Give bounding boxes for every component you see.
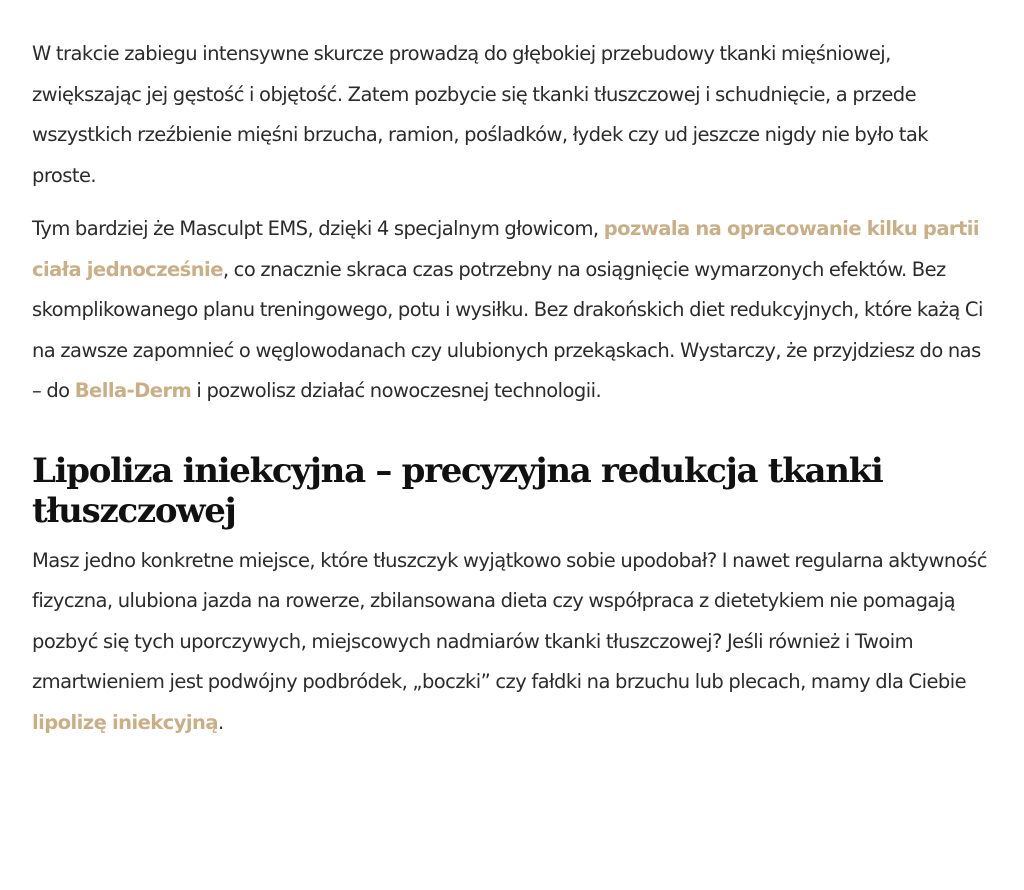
paragraph-masculpt — [32, 209, 992, 412]
paragraph-lipoliza-text-end: . — [217, 710, 224, 734]
paragraph-masculpt-text-middle: , co znacznie skraca czas potrzebny na osiągnięcie wymarzonych efektów. Bez skomplikowanego planu treningowego, potu i wysiłku. Bez drakońskich diet redukcyjnych, które każą Ci na zawsze zapomnieć o węglowodanach czy ulubionych przekąskach. Wystarczy, że przyjdziesz do nas – do — [32, 257, 983, 402]
paragraph-ems-effects — [32, 34, 992, 196]
paragraph-lipoliza — [32, 541, 992, 744]
paragraph-lipoliza-text-start: Masz jedno konkretne miejsce, które tłuszczyk wyjątkowo sobie upodobał? I nawet regularna aktywność fizyczna, ulubiona jazda na rowerze, zbilansowana dieta czy współpraca z dietetykiem nie pomagają pozbyć się tych uporczywych, miejscowych nadmiarów tkanki tłuszczowej? Jeśli również i Twoim zmartwieniem jest podwójny podbródek, „boczki” czy fałdki na brzuchu lub plecach, mamy dla Ciebie — [32, 548, 987, 693]
paragraph-masculpt-text-start: Tym bardziej że Masculpt EMS, dzięki 4 specjalnym głowicom, — [32, 217, 604, 240]
link-multiple-body-parts[interactable]: pozwala na opracowanie kilku partii ciała jednocześnie — [32, 217, 980, 281]
section-heading-lipoliza: Lipoliza iniekcyjna – precyzyjna redukcja tkanki tłuszczowej — [32, 450, 883, 531]
link-lipoliza-iniekcyjna[interactable]: lipolizę iniekcyjną — [32, 710, 218, 734]
paragraph-masculpt-text-end: i pozwolisz działać nowoczesnej technologii. — [191, 379, 602, 402]
paragraph-ems-effects-text: W trakcie zabiegu intensywne skurcze prowadzą do głębokiej przebudowy tkanki mięśniowej, zwiększając jej gęstość i objętość. Zatem pozbycie się tkanki tłuszczowej i schudnięcie, a przede wszystkich rzeźbienie mięśni brzucha, ramion, pośladków, łydek czy ud jeszcze nigdy nie było tak proste. — [32, 42, 929, 187]
link-bella-derm[interactable]: Bella-Derm — [74, 379, 192, 402]
article-content — [32, 34, 992, 756]
